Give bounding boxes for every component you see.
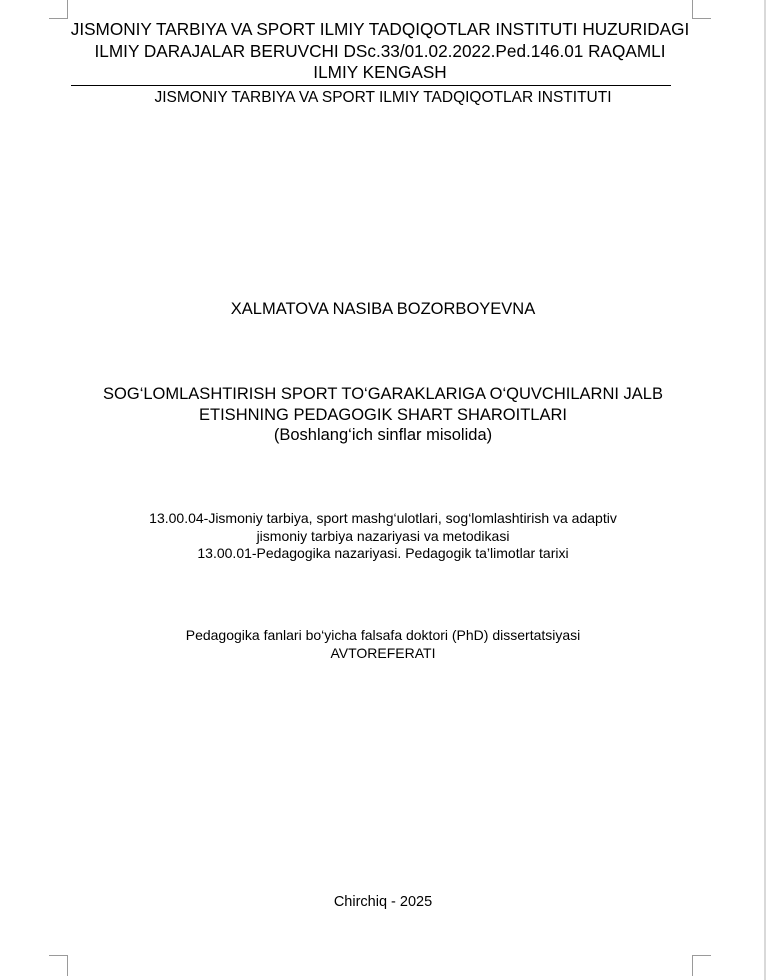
specialty-codes	[0, 510, 766, 563]
thesis-title-line: SOG‘LOMLASHTIRISH SPORT TO‘GARAKLARIGA O‘QUVCHILARNI JALB	[103, 385, 663, 403]
degree-line: Pedagogika fanlari bo‘yicha falsafa doktori (PhD) dissertatsiyasi	[185, 627, 581, 643]
author-name: XALMATOVA NASIBA BOZORBOYEVNA	[230, 300, 536, 318]
place-and-year: Chirchiq - 2025	[333, 894, 433, 910]
header-divider	[71, 85, 671, 86]
thesis-title-line: ETISHNING PEDAGOGIK SHART SHAROITLARI	[199, 405, 567, 424]
crop-mark-top-right	[692, 0, 711, 19]
council-line: ILMIY KENGASH	[313, 62, 447, 82]
thesis-subtitle: (Boshlang‘ich sinflar misolida)	[273, 426, 493, 444]
institute-name: JISMONIY TARBIYA VA SPORT ILMIY TADQIQOTLAR INSTITUTI	[154, 89, 612, 106]
crop-mark-top-left	[49, 0, 68, 19]
scientific-council-header	[62, 19, 698, 84]
degree-statement	[0, 627, 766, 662]
specialty-line: 13.00.01-Pedagogika nazariyasi. Pedagogik ta’limotlar tarixi	[197, 545, 569, 561]
crop-mark-bottom-left	[49, 955, 68, 976]
degree-type: AVTOREFERATI	[330, 644, 436, 661]
crop-mark-bottom-right	[692, 955, 711, 976]
specialty-line: 13.00.04-Jismoniy tarbiya, sport mashg‘ulotlari, sog‘lomlashtirish va adaptiv	[149, 510, 617, 526]
council-line: ILMIY DARAJALAR BERUVCHI DSc.33/01.02.2022.Ped.146.01 RAQAMLI	[94, 40, 666, 61]
council-line: JISMONIY TARBIYA VA SPORT ILMIY TADQIQOTLAR INSTITUTI HUZURIDAGI	[70, 19, 690, 39]
specialty-line: jismoniy tarbiya nazariyasi va metodikasi	[256, 527, 510, 544]
thesis-title	[0, 384, 766, 446]
